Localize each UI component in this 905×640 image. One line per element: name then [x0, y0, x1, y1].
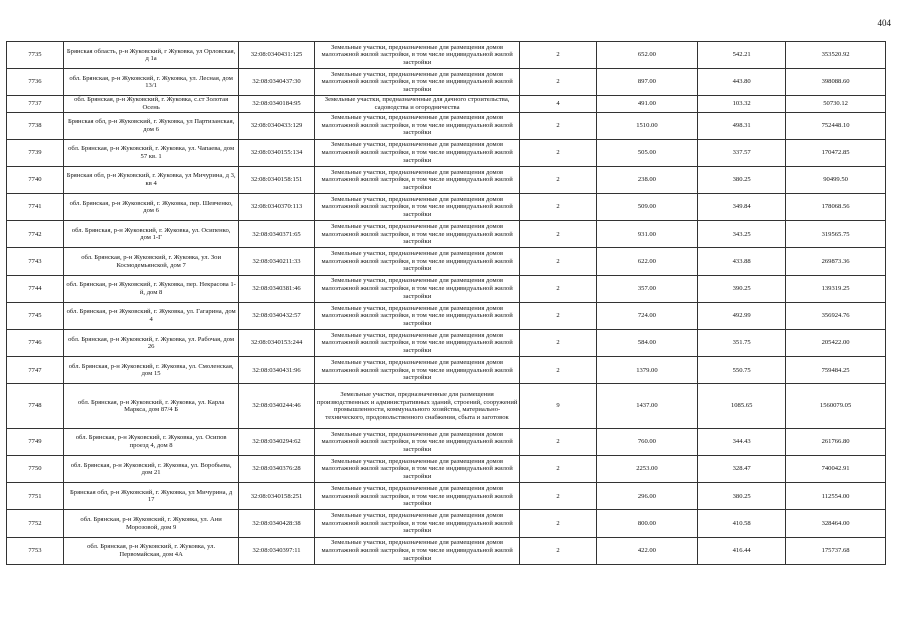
record-number-cell: 7743 [7, 248, 64, 275]
land-registry-table [6, 41, 886, 565]
cadastral-number-cell: 32:08:0340211:33 [239, 248, 314, 275]
parcel-address-cell: обл. Брянская, р-н Жуковский, г. Жуковка, с.ст Золотая Осень [63, 96, 238, 112]
parcel-address-cell: обл. Брянская, р-н Жуковский, г. Жуковка, пер. Некрасова 1-й, дом 8 [63, 275, 238, 302]
parcel-address-cell: обл. Брянская, р-н Жуковский, г. Жуковка, ул. Карла Маркса, дом 87/4 Б [63, 384, 238, 429]
unit-price-cell: 433.88 [698, 248, 786, 275]
record-number-cell: 7739 [7, 139, 64, 166]
cadastral-value-cell: 139319.25 [786, 275, 886, 302]
cadastral-value-cell: 178068.56 [786, 194, 886, 221]
permitted-use-cell: Земельные участки, предназначенные для размещения домов малоэтажной жилой застройки, в том числе индивидуальной жилой застройки [314, 456, 520, 483]
cadastral-number-cell: 32:08:0340294:62 [239, 428, 314, 455]
parcel-area-cell: 800.00 [596, 510, 697, 537]
record-number-cell: 7752 [7, 510, 64, 537]
cadastral-number-cell: 32:08:0340432:57 [239, 302, 314, 329]
record-number-cell: 7749 [7, 428, 64, 455]
permitted-use-cell: Земельные участки, предназначенные для размещения домов малоэтажной жилой застройки, в том числе индивидуальной жилой застройки [314, 221, 520, 248]
parcel-area-cell: 652.00 [596, 42, 697, 69]
record-number-cell: 7747 [7, 357, 64, 384]
parcel-area-cell: 491.00 [596, 96, 697, 112]
parcel-address-cell: Брянская обл, р-н Жуковский, г. Жуковка, ул Мичурина, д 3, кв 4 [63, 166, 238, 193]
use-category-cell: 2 [520, 483, 596, 510]
cadastral-number-cell: 32:08:0340158:151 [239, 166, 314, 193]
cadastral-number-cell: 32:08:0340433:129 [239, 112, 314, 139]
use-category-cell: 2 [520, 537, 596, 564]
record-number-cell: 7745 [7, 302, 64, 329]
cadastral-value-cell: 353520.92 [786, 42, 886, 69]
unit-price-cell: 351.75 [698, 330, 786, 357]
cadastral-number-cell: 32:08:0340244:46 [239, 384, 314, 429]
table-row [7, 302, 886, 329]
table-row [7, 510, 886, 537]
use-category-cell: 2 [520, 166, 596, 193]
parcel-area-cell: 1510.00 [596, 112, 697, 139]
parcel-address-cell: обл. Брянская, р-н Жуковский, г. Жуковка, ул. Чапаева, дом 57 кв. 1 [63, 139, 238, 166]
record-number-cell: 7737 [7, 96, 64, 112]
use-category-cell: 2 [520, 112, 596, 139]
cadastral-value-cell: 328464.00 [786, 510, 886, 537]
use-category-cell: 4 [520, 96, 596, 112]
unit-price-cell: 416.44 [698, 537, 786, 564]
permitted-use-cell: Земельные участки, предназначенные для размещения домов малоэтажной жилой застройки, в том числе индивидуальной жилой застройки [314, 112, 520, 139]
parcel-address-cell: обл. Брянская, р-н Жуковский, г. Жуковка, ул. Рабочая, дом 26 [63, 330, 238, 357]
table-row [7, 221, 886, 248]
record-number-cell: 7742 [7, 221, 64, 248]
unit-price-cell: 103.32 [698, 96, 786, 112]
cadastral-value-cell: 261766.80 [786, 428, 886, 455]
table-row [7, 139, 886, 166]
permitted-use-cell: Земельные участки, предназначенные для размещения домов малоэтажной жилой застройки, в том числе индивидуальной жилой застройки [314, 357, 520, 384]
cadastral-number-cell: 32:08:0340371:65 [239, 221, 314, 248]
permitted-use-cell: Земельные участки, предназначенные для размещения домов малоэтажной жилой застройки, в том числе индивидуальной жилой застройки [314, 194, 520, 221]
parcel-area-cell: 505.00 [596, 139, 697, 166]
cadastral-number-cell: 32:08:0340381:46 [239, 275, 314, 302]
use-category-cell: 2 [520, 248, 596, 275]
use-category-cell: 2 [520, 194, 596, 221]
unit-price-cell: 380.25 [698, 483, 786, 510]
use-category-cell: 2 [520, 357, 596, 384]
parcel-area-cell: 760.00 [596, 428, 697, 455]
cadastral-value-cell: 50730.12 [786, 96, 886, 112]
table-row [7, 166, 886, 193]
cadastral-number-cell: 32:08:0340428:38 [239, 510, 314, 537]
cadastral-number-cell: 32:08:0340184:95 [239, 96, 314, 112]
permitted-use-cell: Земельные участки, предназначенные для размещения домов малоэтажной жилой застройки, в том числе индивидуальной жилой застройки [314, 139, 520, 166]
unit-price-cell: 344.43 [698, 428, 786, 455]
record-number-cell: 7744 [7, 275, 64, 302]
cadastral-value-cell: 356924.76 [786, 302, 886, 329]
parcel-area-cell: 357.00 [596, 275, 697, 302]
parcel-address-cell: Брянская область, р-н Жуковский, г Жуковка, ул Орловская, д 1а [63, 42, 238, 69]
parcel-address-cell: обл. Брянская, р-н Жуковский, г. Жуковка, ул. Гагарина, дом 4 [63, 302, 238, 329]
record-number-cell: 7750 [7, 456, 64, 483]
parcel-area-cell: 897.00 [596, 69, 697, 96]
table-row [7, 69, 886, 96]
parcel-address-cell: обл. Брянская, р-н Жуковский, г. Жуковка, пер. Шевченко, дом 6 [63, 194, 238, 221]
permitted-use-cell: Земельные участки, предназначенные для размещения домов малоэтажной жилой застройки, в том числе индивидуальной жилой застройки [314, 330, 520, 357]
parcel-area-cell: 1437.00 [596, 384, 697, 429]
parcel-area-cell: 238.00 [596, 166, 697, 193]
parcel-area-cell: 296.00 [596, 483, 697, 510]
table-row [7, 483, 886, 510]
unit-price-cell: 443.80 [698, 69, 786, 96]
permitted-use-cell: Земельные участки, предназначенные для размещения домов малоэтажной жилой застройки, в том числе индивидуальной жилой застройки [314, 302, 520, 329]
cadastral-value-cell: 90499.50 [786, 166, 886, 193]
table-row [7, 275, 886, 302]
use-category-cell: 9 [520, 384, 596, 429]
table-row [7, 194, 886, 221]
record-number-cell: 7738 [7, 112, 64, 139]
parcel-area-cell: 2253.00 [596, 456, 697, 483]
record-number-cell: 7746 [7, 330, 64, 357]
permitted-use-cell: Земельные участки, предназначенные для размещения домов малоэтажной жилой застройки, в том числе индивидуальной жилой застройки [314, 428, 520, 455]
unit-price-cell: 550.75 [698, 357, 786, 384]
use-category-cell: 2 [520, 42, 596, 69]
unit-price-cell: 349.84 [698, 194, 786, 221]
cadastral-value-cell: 759484.25 [786, 357, 886, 384]
unit-price-cell: 542.21 [698, 42, 786, 69]
permitted-use-cell: Земельные участки, предназначенные для размещения домов малоэтажной жилой застройки, в том числе индивидуальной жилой застройки [314, 483, 520, 510]
cadastral-number-cell: 32:08:0340431:96 [239, 357, 314, 384]
use-category-cell: 2 [520, 221, 596, 248]
use-category-cell: 2 [520, 428, 596, 455]
cadastral-number-cell: 32:08:0340153:244 [239, 330, 314, 357]
use-category-cell: 2 [520, 139, 596, 166]
parcel-area-cell: 622.00 [596, 248, 697, 275]
cadastral-value-cell: 398088.60 [786, 69, 886, 96]
record-number-cell: 7753 [7, 537, 64, 564]
record-number-cell: 7740 [7, 166, 64, 193]
parcel-address-cell: обл. Брянская, р-н Жуковский, г. Жуковка, ул. Первомайская, дом 4А [63, 537, 238, 564]
parcel-address-cell: обл. Брянская, р-н Жуковский, г. Жуковка, ул. Осипенко, дом 1-Г [63, 221, 238, 248]
permitted-use-cell: Земельные участки, предназначенные для размещения домов малоэтажной жилой застройки, в том числе индивидуальной жилой застройки [314, 166, 520, 193]
cadastral-value-cell: 269873.36 [786, 248, 886, 275]
table-row [7, 248, 886, 275]
table-row [7, 96, 886, 112]
use-category-cell: 2 [520, 330, 596, 357]
record-number-cell: 7748 [7, 384, 64, 429]
unit-price-cell: 328.47 [698, 456, 786, 483]
table-row [7, 428, 886, 455]
permitted-use-cell: Земельные участки, предназначенные для размещения домов малоэтажной жилой застройки, в том числе индивидуальной жилой застройки [314, 69, 520, 96]
table-row [7, 330, 886, 357]
parcel-address-cell: обл. Брянская, р-н Жуковский, г. Жуковка, ул. Зои Космодемьянской, дом 7 [63, 248, 238, 275]
record-number-cell: 7741 [7, 194, 64, 221]
cadastral-value-cell: 319565.75 [786, 221, 886, 248]
unit-price-cell: 410.58 [698, 510, 786, 537]
parcel-area-cell: 931.00 [596, 221, 697, 248]
use-category-cell: 2 [520, 275, 596, 302]
cadastral-number-cell: 32:08:0340397:11 [239, 537, 314, 564]
cadastral-number-cell: 32:08:0340431:125 [239, 42, 314, 69]
cadastral-value-cell: 170472.85 [786, 139, 886, 166]
permitted-use-cell: Земельные участки, предназначенные для размещения домов малоэтажной жилой застройки, в том числе индивидуальной жилой застройки [314, 248, 520, 275]
parcel-address-cell: обл. Брянская, р-н Жуковский, г. Жуковка, ул. Воробьева, дом 21 [63, 456, 238, 483]
table-row [7, 537, 886, 564]
parcel-area-cell: 509.00 [596, 194, 697, 221]
parcel-address-cell: обл. Брянская, р-н Жуковский, г. Жуковка, ул. Ани Морозовой, дом 9 [63, 510, 238, 537]
parcel-address-cell: обл. Брянская, р-н Жуковский, г. Жуковка, ул. Осипов проезд 4, дом 8 [63, 428, 238, 455]
table-row [7, 384, 886, 429]
record-number-cell: 7736 [7, 69, 64, 96]
page-number: 404 [877, 18, 891, 28]
cadastral-value-cell: 205422.00 [786, 330, 886, 357]
unit-price-cell: 390.25 [698, 275, 786, 302]
table-row [7, 357, 886, 384]
permitted-use-cell: Земельные участки, предназначенные для размещения домов малоэтажной жилой застройки, в том числе индивидуальной жилой застройки [314, 510, 520, 537]
parcel-address-cell: обл. Брянская, р-н Жуковский, г. Жуковка, ул. Смоленская, дом 15 [63, 357, 238, 384]
unit-price-cell: 343.25 [698, 221, 786, 248]
parcel-area-cell: 724.00 [596, 302, 697, 329]
unit-price-cell: 498.31 [698, 112, 786, 139]
use-category-cell: 2 [520, 510, 596, 537]
unit-price-cell: 492.99 [698, 302, 786, 329]
permitted-use-cell: Земельные участки, предназначенные для дачного строительства, садоводства и огородничества [314, 96, 520, 112]
parcel-address-cell: обл. Брянская, р-н Жуковский, г. Жуковка, ул. Лесная, дом 13/1 [63, 69, 238, 96]
unit-price-cell: 1085.65 [698, 384, 786, 429]
record-number-cell: 7751 [7, 483, 64, 510]
cadastral-number-cell: 32:08:0340370:113 [239, 194, 314, 221]
parcel-address-cell: Брянская обл, р-н Жуковский, г. Жуковка, ул Партизанская, дом 6 [63, 112, 238, 139]
use-category-cell: 2 [520, 456, 596, 483]
parcel-area-cell: 422.00 [596, 537, 697, 564]
cadastral-value-cell: 1560079.05 [786, 384, 886, 429]
parcel-address-cell: Брянская обл, р-н Жуковский, г. Жуковка, ул Мичурина, д 17 [63, 483, 238, 510]
cadastral-value-cell: 175737.68 [786, 537, 886, 564]
use-category-cell: 2 [520, 302, 596, 329]
unit-price-cell: 380.25 [698, 166, 786, 193]
cadastral-value-cell: 112554.00 [786, 483, 886, 510]
permitted-use-cell: Земельные участки, предназначенные для размещения домов малоэтажной жилой застройки, в том числе индивидуальной жилой застройки [314, 537, 520, 564]
registry-body [7, 42, 886, 565]
cadastral-value-cell: 752448.10 [786, 112, 886, 139]
cadastral-number-cell: 32:08:0340437:30 [239, 69, 314, 96]
permitted-use-cell: Земельные участки, предназначенные для размещения домов малоэтажной жилой застройки, в том числе индивидуальной жилой застройки [314, 275, 520, 302]
permitted-use-cell: Земельные участки, предназначенные для размещения производственных и административных зданий, строений, сооружений промышленности, коммунального хозяйства, материально-технического, продовольственного снабжения, сбыта и заготовок [314, 384, 520, 429]
cadastral-number-cell: 32:08:0340155:134 [239, 139, 314, 166]
table-row [7, 112, 886, 139]
cadastral-value-cell: 740042.91 [786, 456, 886, 483]
record-number-cell: 7735 [7, 42, 64, 69]
parcel-area-cell: 584.00 [596, 330, 697, 357]
permitted-use-cell: Земельные участки, предназначенные для размещения домов малоэтажной жилой застройки, в том числе индивидуальной жилой застройки [314, 42, 520, 69]
table-row [7, 42, 886, 69]
table-row [7, 456, 886, 483]
cadastral-number-cell: 32:08:0340158:251 [239, 483, 314, 510]
unit-price-cell: 337.57 [698, 139, 786, 166]
parcel-area-cell: 1379.00 [596, 357, 697, 384]
use-category-cell: 2 [520, 69, 596, 96]
cadastral-number-cell: 32:08:0340376:28 [239, 456, 314, 483]
